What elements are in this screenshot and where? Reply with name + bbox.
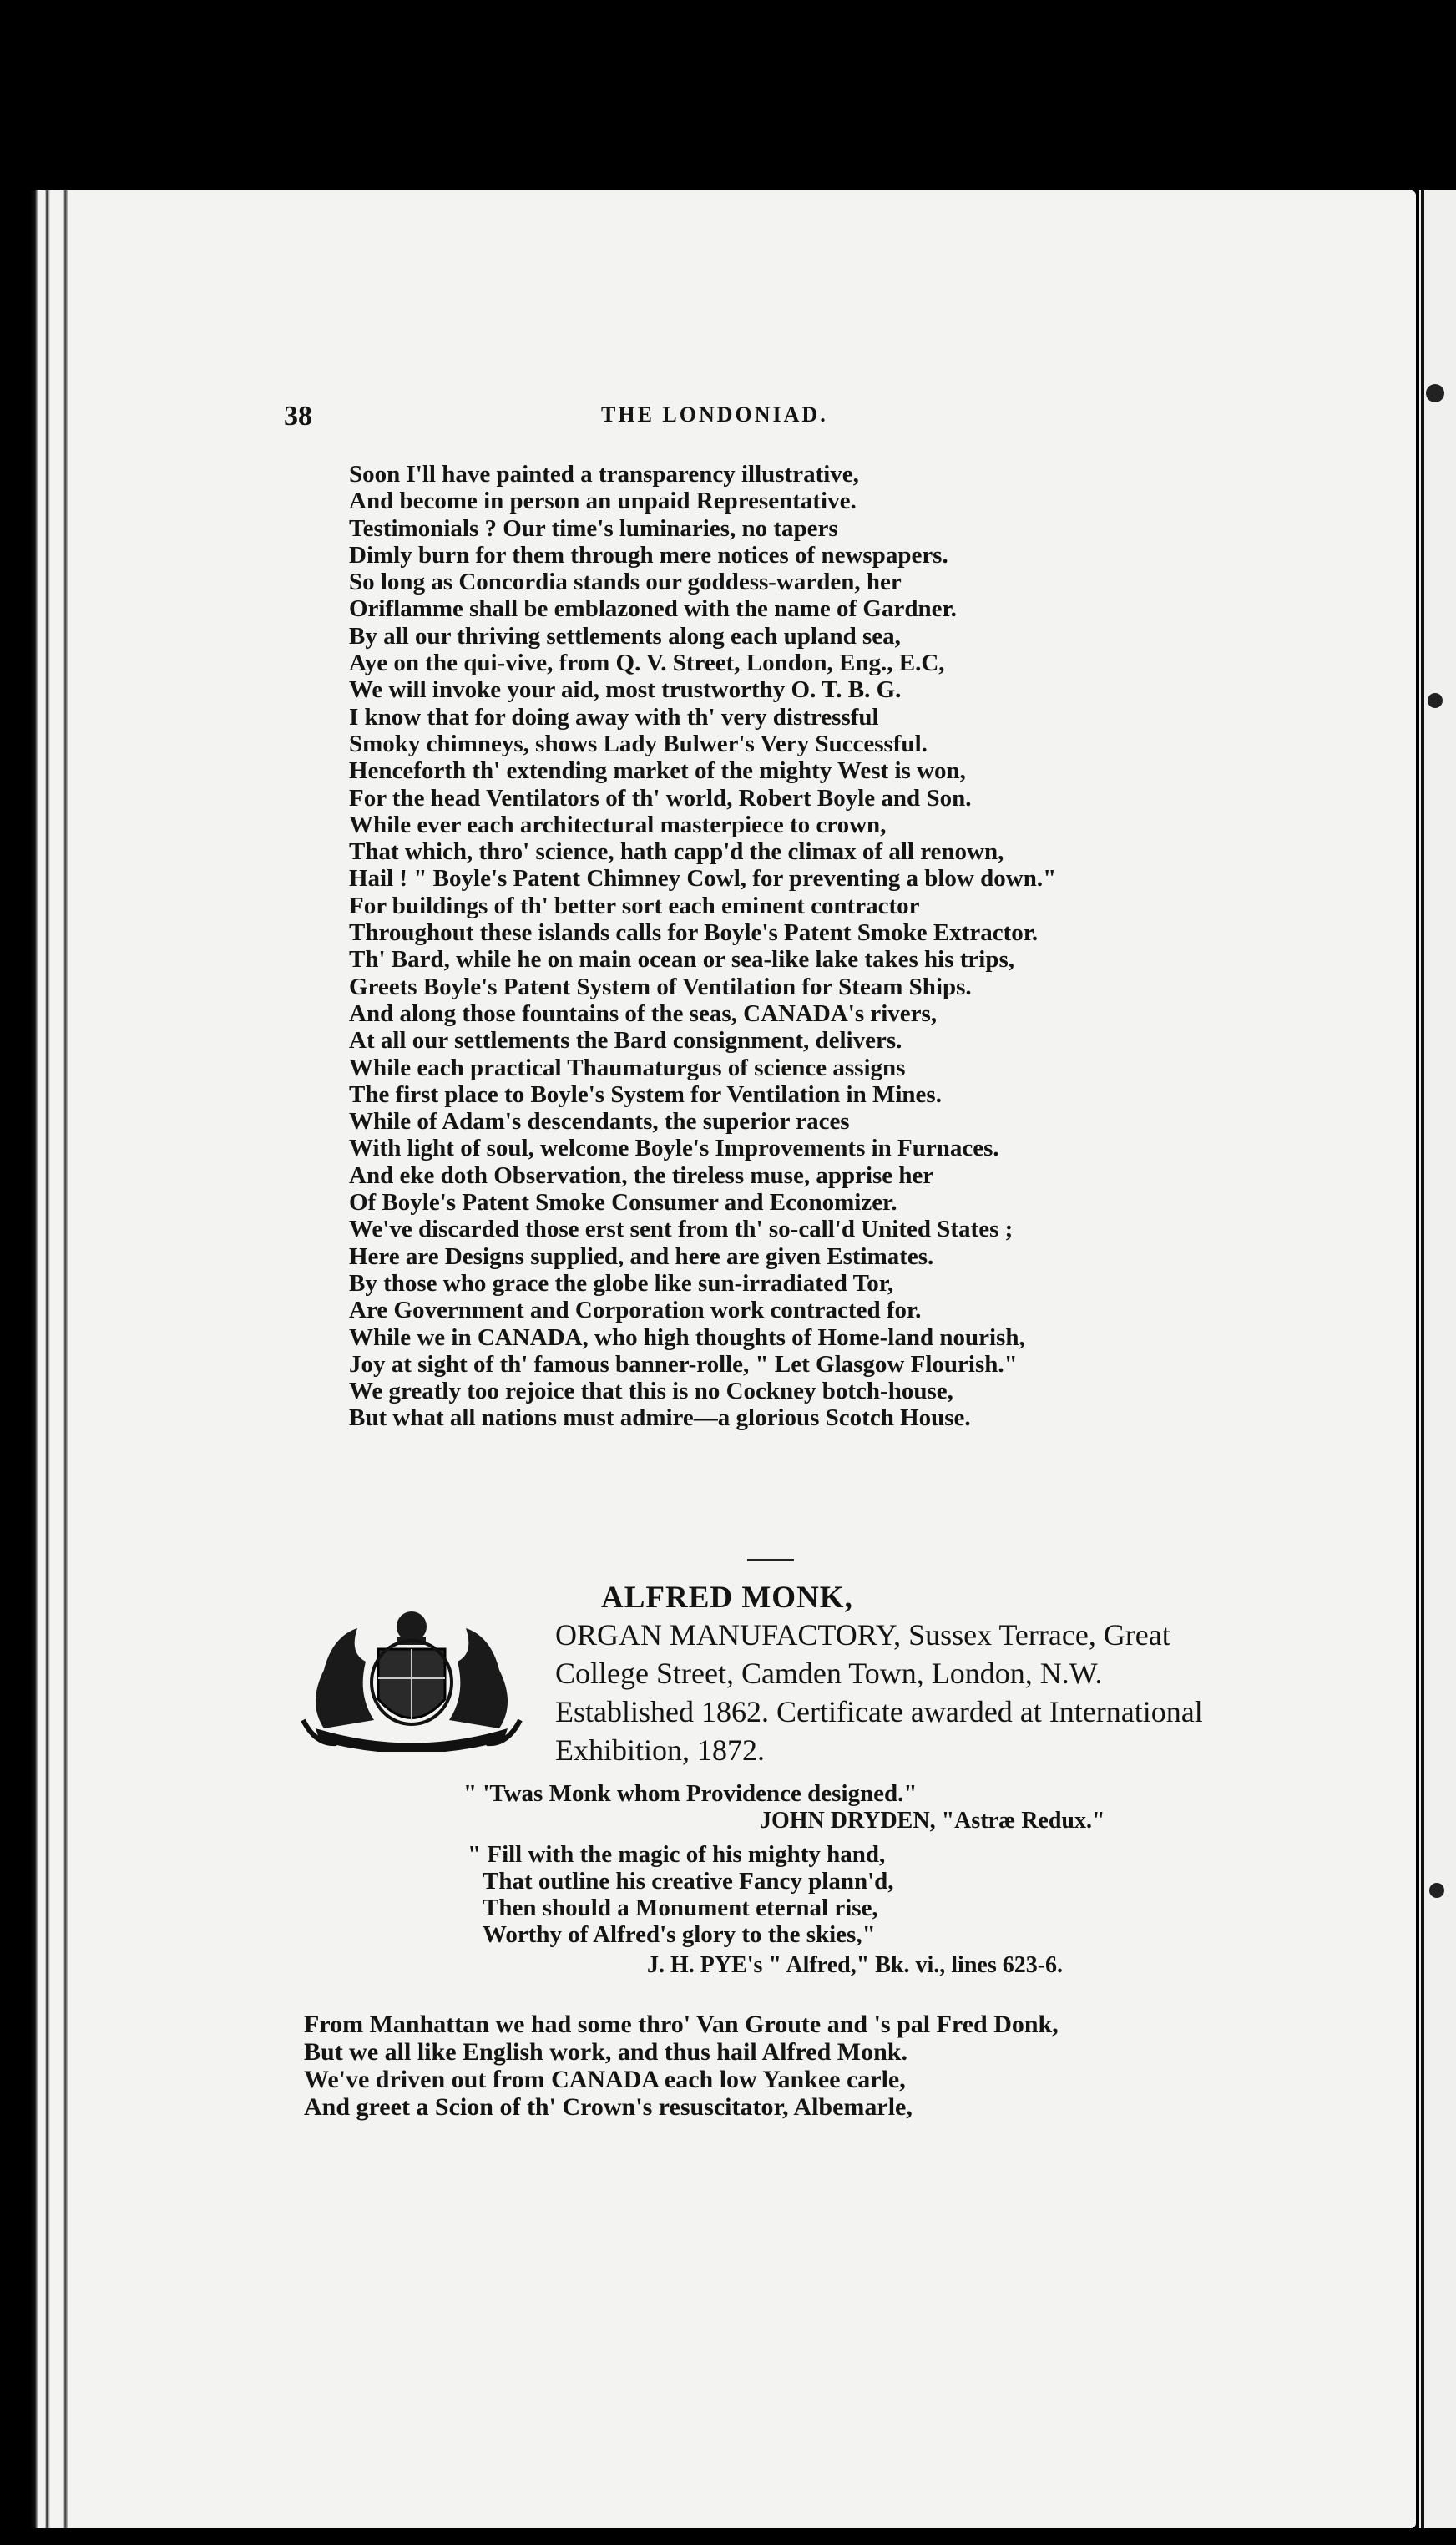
quote-line: Then should a Monument eternal rise, — [483, 1895, 878, 1921]
poem-line: For the head Ventilators of th' world, Robert Boyle and Son. — [349, 784, 972, 812]
poem-body — [349, 461, 1267, 1432]
poem-line: Smoky chimneys, shows Lady Bulwer's Very Successful. — [349, 730, 928, 757]
closing-line: We've driven out from CANADA each low Yankee carle, — [304, 2066, 906, 2093]
closing-line: And greet a Scion of th' Crown's resuscitator, Albemarle, — [304, 2093, 913, 2121]
poem-line: Th' Bard, while he on main ocean or sea-like lake takes his trips, — [349, 946, 1015, 974]
poem-line: While we in CANADA, who high thoughts of Home-land nourish, — [349, 1323, 1025, 1351]
closing-verse — [304, 2011, 1059, 2121]
poem-line: Testimonials ? Our time's luminaries, no tapers — [349, 514, 838, 542]
quote-line: " Fill with the magic of his mighty hand, — [468, 1841, 886, 1868]
quote-dryden-attribution: JOHN DRYDEN, "Astræ Redux." — [760, 1808, 1105, 1834]
poem-line: At all our settlements the Bard consignment, delivers. — [349, 1027, 902, 1055]
facing-page-border — [1421, 190, 1424, 2528]
closing-line: From Manhattan we had some thro' Van Groute and 's pal Fred Donk, — [304, 2011, 1059, 2038]
poem-line: Joy at sight of th' famous banner-rolle, " Let Glasgow Flourish." — [349, 1350, 1018, 1378]
poem-line: Henceforth th' extending market of the mighty West is won, — [349, 757, 966, 785]
poem-line: Of Boyle's Patent Smoke Consumer and Economizer. — [349, 1189, 897, 1217]
running-title: THE LONDONIAD. — [601, 402, 828, 427]
poem-line: Throughout these islands calls for Boyle's Patent Smoke Extractor. — [349, 919, 1039, 947]
poem-line: Are Government and Corporation work contracted for. — [349, 1297, 922, 1324]
poem-line: Hail ! " Boyle's Patent Chimney Cowl, for preventing a blow down." — [349, 865, 1057, 893]
poem-line: And become in person an unpaid Representative. — [349, 488, 857, 515]
quote-dryden: " 'Twas Monk whom Providence designed." — [463, 1780, 918, 1807]
page-number: 38 — [284, 401, 312, 432]
poem-line: We've discarded those erst sent from th' so-call'd United States ; — [349, 1216, 1014, 1243]
poem-line: We will invoke your aid, most trustworthy O. T. B. G. — [349, 676, 902, 704]
poem-line: Here are Designs supplied, and here are given Estimates. — [349, 1242, 934, 1270]
quote-line: That outline his creative Fancy plann'd, — [483, 1868, 894, 1895]
poem-line: But what all nations must admire—a glorious Scotch House. — [349, 1404, 971, 1432]
poem-line: By those who grace the globe like sun-irradiated Tor, — [349, 1269, 894, 1297]
poem-line: Greets Boyle's Patent System of Ventilation for Steam Ships. — [349, 973, 972, 1000]
section-divider — [747, 1559, 794, 1561]
binding-mark — [1428, 693, 1443, 708]
advert-body: ORGAN MANUFACTORY, Sussex Terrace, Great College Street, Camden Town, London, N.W. Established 1862. Certificate awarded at International Exhibition, 1872. — [555, 1618, 1203, 1767]
poem-line: By all our thriving settlements along each upland sea, — [349, 622, 901, 650]
binding-mark — [1429, 1883, 1444, 1898]
poem-line: That which, thro' science, hath capp'd the climax of all renown, — [349, 838, 1004, 866]
poem-line: With light of soul, welcome Boyle's Improvements in Furnaces. — [349, 1135, 999, 1162]
poem-line: The first place to Boyle's System for Ventilation in Mines. — [349, 1080, 942, 1108]
page-binding-edge — [30, 190, 88, 2528]
poem-line: So long as Concordia stands our goddess-warden, her — [349, 569, 902, 596]
poem-line: And eke doth Observation, the tireless muse, apprise her — [349, 1161, 934, 1189]
poem-line: And along those fountains of the seas, CANADA's rivers, — [349, 999, 938, 1027]
poem-line: Soon I'll have painted a transparency illustrative, — [349, 461, 859, 488]
quote-pye — [468, 1841, 894, 1948]
facing-page-edge — [1419, 190, 1456, 2528]
poem-line: We greatly too rejoice that this is no Cockney botch-house, — [349, 1378, 953, 1405]
closing-line: But we all like English work, and thus hail Alfred Monk. — [304, 2038, 907, 2066]
quote-pye-attribution: J. H. PYE's " Alfred," Bk. vi., lines 623-6. — [647, 1952, 1064, 1978]
poem-line: While each practical Thaumaturgus of science assigns — [349, 1054, 906, 1081]
poem-line: While ever each architectural masterpiece to crown, — [349, 811, 887, 838]
royal-coat-of-arms-icon — [299, 1603, 524, 1752]
poem-line: For buildings of th' better sort each eminent contractor — [349, 892, 920, 919]
binding-mark — [1426, 384, 1444, 402]
advert-title: ALFRED MONK, — [601, 1581, 853, 1615]
poem-line: I know that for doing away with th' very distressful — [349, 703, 879, 731]
poem-line: Aye on the qui-vive, from Q. V. Street, London, Eng., E.C, — [349, 650, 945, 677]
poem-line: Oriflamme shall be emblazoned with the name of Gardner. — [349, 595, 957, 623]
poem-line: While of Adam's descendants, the superior races — [349, 1108, 850, 1136]
quote-line: Worthy of Alfred's glory to the skies," — [483, 1921, 876, 1948]
poem-line: Dimly burn for them through mere notices of newspapers. — [349, 541, 948, 569]
